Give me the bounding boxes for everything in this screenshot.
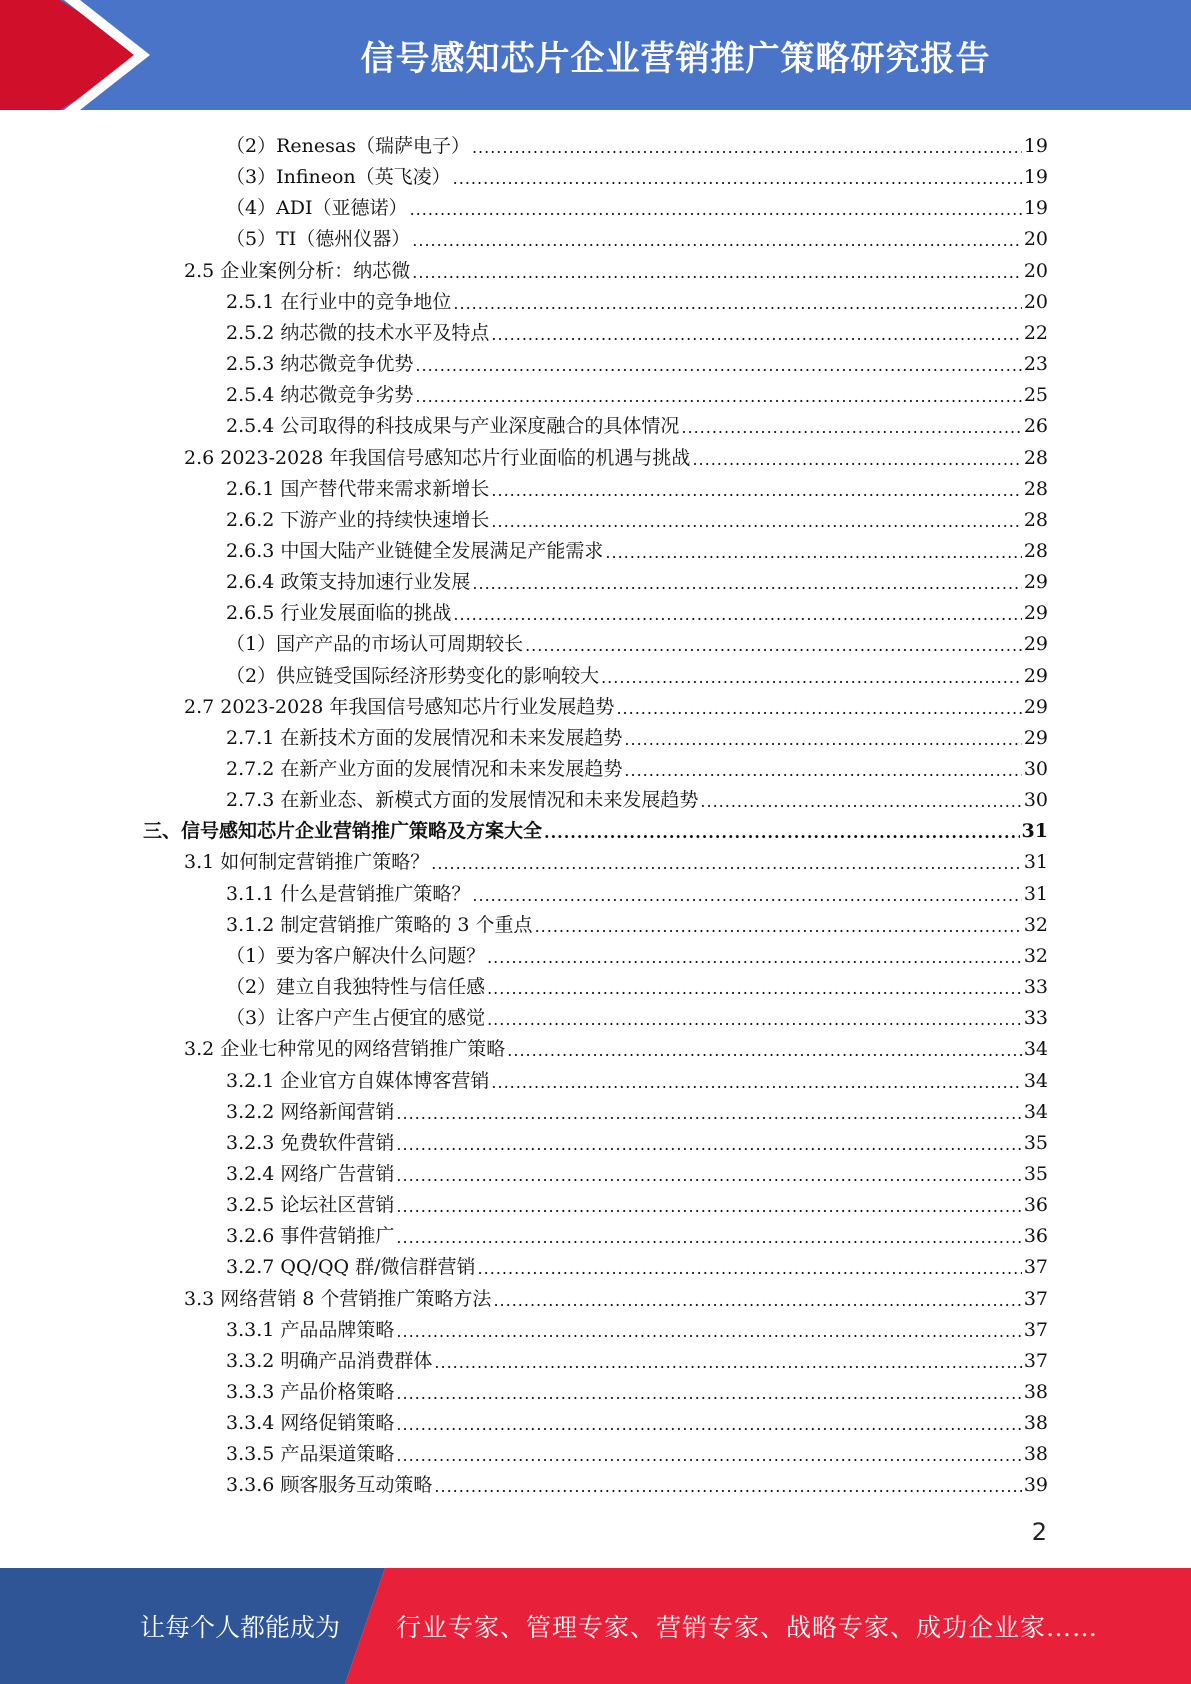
page-header bbox=[0, 0, 1191, 110]
toc-entry[interactable] bbox=[226, 470, 1048, 501]
toc-entry-page: 23 bbox=[1023, 353, 1048, 375]
toc-entry-page: 22 bbox=[1023, 322, 1048, 344]
toc-entry-page: 36 bbox=[1023, 1225, 1048, 1247]
toc-leader-dots bbox=[412, 259, 1022, 283]
toc-entry-page: 36 bbox=[1023, 1194, 1048, 1216]
toc-leader-dots bbox=[453, 290, 1021, 314]
toc-leader-dots bbox=[396, 1100, 1021, 1124]
toc-entry-page: 29 bbox=[1023, 571, 1048, 593]
toc-entry[interactable] bbox=[226, 999, 1048, 1030]
toc-entry-page: 32 bbox=[1023, 945, 1048, 967]
toc-leader-dots bbox=[472, 570, 1021, 594]
toc-entry-page: 35 bbox=[1023, 1132, 1048, 1154]
toc-entry-page: 31 bbox=[1023, 883, 1048, 905]
footer-slogan-left: 让每个人都能成为 bbox=[140, 1613, 341, 1642]
toc-leader-dots bbox=[535, 913, 1022, 937]
toc-entry[interactable] bbox=[226, 625, 1048, 656]
toc-leader-dots bbox=[491, 477, 1021, 501]
toc-leader-dots bbox=[453, 601, 1021, 625]
toc-entry[interactable] bbox=[226, 532, 1048, 563]
toc-entry-title: 3.2.1 企业官方自媒体博客营销 bbox=[226, 1070, 490, 1092]
toc-entry[interactable] bbox=[226, 781, 1048, 812]
toc-entry[interactable] bbox=[226, 1466, 1048, 1497]
toc-entry-title: （1）国产产品的市场认可周期较长 bbox=[226, 633, 524, 655]
toc-leader-dots bbox=[525, 632, 1022, 656]
toc-leader-dots bbox=[487, 1006, 1022, 1030]
page-footer bbox=[0, 1568, 1191, 1684]
report-title: 信号感知芯片企业营销推广策略研究报告 bbox=[360, 38, 991, 79]
toc-entry[interactable] bbox=[226, 1093, 1048, 1124]
toc-entry-page: 19 bbox=[1023, 197, 1048, 219]
toc-entry[interactable] bbox=[226, 1186, 1048, 1217]
toc-entry[interactable] bbox=[226, 501, 1048, 532]
toc-entry[interactable] bbox=[226, 345, 1048, 376]
toc-entry[interactable] bbox=[226, 657, 1048, 688]
toc-entry-title: 2.6.5 行业发展面临的挑战 bbox=[226, 602, 452, 624]
toc-entry-page: 34 bbox=[1023, 1101, 1048, 1123]
toc-leader-dots bbox=[491, 508, 1021, 532]
toc-entry-title: （2）建立自我独特性与信任感 bbox=[226, 976, 486, 998]
toc-entry-title: 3.2.3 免费软件营销 bbox=[226, 1132, 395, 1154]
toc-leader-dots bbox=[410, 196, 1022, 220]
toc-entry[interactable] bbox=[226, 220, 1048, 251]
toc-leader-dots bbox=[491, 321, 1021, 345]
toc-entry-title: 2.5.2 纳芯微的技术水平及特点 bbox=[226, 322, 490, 344]
toc-entry-title: 2.5.1 在行业中的竞争地位 bbox=[226, 291, 452, 313]
toc-entry-page: 20 bbox=[1023, 228, 1048, 250]
toc-leader-dots bbox=[434, 1473, 1021, 1497]
toc-entry-page: 29 bbox=[1023, 727, 1048, 749]
toc-entry-title: 3.3.6 顾客服务互动策略 bbox=[226, 1474, 433, 1496]
toc-leader-dots bbox=[396, 1162, 1021, 1186]
toc-entry-title: 2.7.3 在新业态、新模式方面的发展情况和未来发展趋势 bbox=[226, 789, 699, 811]
toc-entry-title: （4）ADI（亚德诺） bbox=[226, 197, 408, 219]
toc-leader-dots bbox=[396, 1411, 1021, 1435]
toc-entry-page: 28 bbox=[1023, 540, 1048, 562]
toc-entry[interactable] bbox=[226, 563, 1048, 594]
toc-leader-dots bbox=[472, 882, 1021, 906]
toc-entry-title: 3.2.4 网络广告营销 bbox=[226, 1163, 395, 1185]
toc-entry-title: 3.3.5 产品渠道策略 bbox=[226, 1443, 395, 1465]
toc-entry-page: 30 bbox=[1023, 758, 1048, 780]
toc-entry-page: 37 bbox=[1023, 1256, 1048, 1278]
toc-entry[interactable] bbox=[226, 1155, 1048, 1186]
toc-entry[interactable] bbox=[226, 937, 1048, 968]
toc-leader-dots bbox=[396, 1380, 1021, 1404]
toc-entry-title: 3.1.1 什么是营销推广策略？ bbox=[226, 883, 471, 905]
toc-entry-page: 38 bbox=[1023, 1381, 1048, 1403]
toc-leader-dots bbox=[396, 1224, 1021, 1248]
toc-entry-title: 2.5.4 纳芯微竞争劣势 bbox=[226, 384, 414, 406]
toc-leader-dots bbox=[396, 1131, 1021, 1155]
toc-entry-page: 31 bbox=[1021, 820, 1048, 842]
toc-entry-page: 37 bbox=[1023, 1288, 1048, 1310]
toc-entry-title: 3.2.5 论坛社区营销 bbox=[226, 1194, 395, 1216]
toc-leader-dots bbox=[507, 1037, 1022, 1061]
toc-entry[interactable] bbox=[226, 906, 1048, 937]
toc-entry-title: 2.6.3 中国大陆产业链健全发展满足产能需求 bbox=[226, 540, 604, 562]
toc-entry-title: 2.7.2 在新产业方面的发展情况和未来发展趋势 bbox=[226, 758, 623, 780]
toc-entry[interactable] bbox=[226, 1248, 1048, 1279]
toc-entry-title: （5）TI（德州仪器） bbox=[226, 228, 411, 250]
toc-entry-page: 32 bbox=[1023, 914, 1048, 936]
toc-entry[interactable] bbox=[226, 594, 1048, 625]
toc-entry-page: 20 bbox=[1023, 291, 1048, 313]
toc-entry-page: 37 bbox=[1023, 1350, 1048, 1372]
toc-entry-title: 3.1.2 制定营销推广策略的 3 个重点 bbox=[226, 914, 533, 936]
toc-leader-dots bbox=[681, 414, 1021, 438]
toc-entry-title: 2.6.1 国产替代带来需求新增长 bbox=[226, 478, 490, 500]
toc-entry[interactable] bbox=[226, 1435, 1048, 1466]
toc-entry[interactable] bbox=[226, 1311, 1048, 1342]
toc-entry-page: 29 bbox=[1023, 665, 1048, 687]
toc-entry-page: 38 bbox=[1023, 1412, 1048, 1434]
toc-entry-page: 31 bbox=[1023, 851, 1048, 873]
toc-entry-title: 3.2.2 网络新闻营销 bbox=[226, 1101, 395, 1123]
toc-entry-title: 3.3.1 产品品牌策略 bbox=[226, 1319, 395, 1341]
toc-entry[interactable] bbox=[226, 875, 1048, 906]
toc-entry-title: 3.2.6 事件营销推广 bbox=[226, 1225, 395, 1247]
toc-entry-page: 25 bbox=[1023, 384, 1048, 406]
toc-entry-page: 28 bbox=[1023, 478, 1048, 500]
toc-entry-page: 33 bbox=[1023, 976, 1048, 998]
toc-leader-dots bbox=[605, 539, 1021, 563]
toc-entry[interactable] bbox=[226, 1124, 1048, 1155]
toc-entry[interactable] bbox=[226, 750, 1048, 781]
toc-entry-title: 3.3.3 产品价格策略 bbox=[226, 1381, 395, 1403]
toc-entry-title: 2.5 企业案例分析：纳芯微 bbox=[184, 260, 411, 282]
toc-entry-title: 2.7 2023-2028 年我国信号感知芯片行业发展趋势 bbox=[184, 696, 615, 718]
toc-leader-dots bbox=[624, 726, 1021, 750]
toc-entry-page: 34 bbox=[1023, 1038, 1048, 1060]
toc-entry-page: 34 bbox=[1023, 1070, 1048, 1092]
toc-leader-dots bbox=[624, 757, 1021, 781]
toc-entry-page: 28 bbox=[1023, 509, 1048, 531]
toc-leader-dots bbox=[396, 1318, 1021, 1342]
toc-entry-page: 35 bbox=[1023, 1163, 1048, 1185]
toc-entry[interactable] bbox=[184, 1030, 1048, 1061]
toc-entry-title: （1）要为客户解决什么问题？ bbox=[226, 945, 486, 967]
toc-leader-dots bbox=[491, 1069, 1021, 1093]
toc-leader-dots bbox=[415, 383, 1021, 407]
toc-entry[interactable] bbox=[184, 843, 1048, 874]
toc-leader-dots bbox=[478, 1255, 1022, 1279]
toc-entry-title: 3.3.4 网络促销策略 bbox=[226, 1412, 395, 1434]
toc-leader-dots bbox=[415, 352, 1021, 376]
toc-entry-page: 20 bbox=[1023, 260, 1048, 282]
toc-entry-title: 2.6 2023-2028 年我国信号感知芯片行业面临的机遇与挑战 bbox=[184, 447, 691, 469]
toc-entry-page: 19 bbox=[1023, 166, 1048, 188]
toc-entry[interactable] bbox=[226, 127, 1048, 158]
toc-entry-title: 三、信号感知芯片企业营销推广策略及方案大全 bbox=[143, 820, 543, 842]
toc-leader-dots bbox=[412, 227, 1022, 251]
toc-entry-page: 29 bbox=[1023, 633, 1048, 655]
toc-entry-title: 3.3 网络营销 8 个营销推广策略方法 bbox=[184, 1288, 492, 1310]
toc-entry[interactable] bbox=[226, 407, 1048, 438]
toc-entry-title: 2.6.2 下游产业的持续快速增长 bbox=[226, 509, 490, 531]
toc-entry-title: 3.1 如何制定营销推广策略？ bbox=[184, 851, 430, 873]
toc-leader-dots bbox=[431, 850, 1022, 874]
toc-leader-dots bbox=[396, 1193, 1021, 1217]
toc-entry[interactable] bbox=[226, 1062, 1048, 1093]
toc-leader-dots bbox=[493, 1287, 1021, 1311]
toc-leader-dots bbox=[487, 975, 1022, 999]
toc-leader-dots bbox=[472, 134, 1022, 158]
toc-entry-page: 37 bbox=[1023, 1319, 1048, 1341]
toc-entry-page: 33 bbox=[1023, 1007, 1048, 1029]
toc-entry-title: （3）让客户产生占便宜的感觉 bbox=[226, 1007, 486, 1029]
toc-entry[interactable] bbox=[184, 252, 1048, 283]
toc-entry[interactable] bbox=[184, 1280, 1048, 1311]
toc-entry-title: 2.7.1 在新技术方面的发展情况和未来发展趋势 bbox=[226, 727, 623, 749]
toc-entry-title: 3.3.2 明确产品消费群体 bbox=[226, 1350, 433, 1372]
toc-entry-page: 29 bbox=[1023, 602, 1048, 624]
toc-entry[interactable] bbox=[226, 1404, 1048, 1435]
toc-leader-dots bbox=[544, 819, 1020, 843]
toc-entry-title: 3.2.7 QQ/QQ 群/微信群营销 bbox=[226, 1256, 476, 1278]
toc-entry[interactable] bbox=[226, 283, 1048, 314]
toc-leader-dots bbox=[601, 664, 1022, 688]
toc-entry-page: 29 bbox=[1023, 696, 1048, 718]
page-number: 2 bbox=[1031, 1518, 1047, 1546]
toc-leader-dots bbox=[453, 165, 1022, 189]
toc-entry-page: 28 bbox=[1023, 447, 1048, 469]
toc-entry[interactable] bbox=[226, 314, 1048, 345]
toc-leader-dots bbox=[700, 788, 1021, 812]
toc-leader-dots bbox=[434, 1349, 1021, 1373]
toc-entry[interactable] bbox=[226, 1217, 1048, 1248]
toc-entry-title: 2.5.4 公司取得的科技成果与产业深度融合的具体情况 bbox=[226, 415, 680, 437]
toc-entry[interactable] bbox=[226, 158, 1048, 189]
toc-entry-page: 39 bbox=[1023, 1474, 1048, 1496]
toc-entry[interactable] bbox=[226, 189, 1048, 220]
toc-leader-dots bbox=[396, 1442, 1021, 1466]
toc-entry-title: 2.6.4 政策支持加速行业发展 bbox=[226, 571, 471, 593]
toc-entry[interactable] bbox=[184, 688, 1048, 719]
toc-entry[interactable] bbox=[226, 376, 1048, 407]
toc-leader-dots bbox=[616, 695, 1021, 719]
toc-leader-dots bbox=[487, 944, 1022, 968]
toc-entry-page: 19 bbox=[1023, 135, 1048, 157]
toc-leader-dots bbox=[692, 446, 1021, 470]
toc-entry[interactable] bbox=[184, 439, 1048, 470]
toc-entry-title: 3.2 企业七种常见的网络营销推广策略 bbox=[184, 1038, 506, 1060]
toc-entry[interactable] bbox=[226, 719, 1048, 750]
toc-entry-title: （3）Infineon（英飞凌） bbox=[226, 166, 451, 188]
toc-entry-title: （2）Renesas（瑞萨电子） bbox=[226, 135, 470, 157]
toc-entry[interactable] bbox=[226, 1373, 1048, 1404]
toc-entry-page: 30 bbox=[1023, 789, 1048, 811]
toc-entry[interactable] bbox=[226, 968, 1048, 999]
toc-entry-title: （2）供应链受国际经济形势变化的影响较大 bbox=[226, 665, 600, 687]
toc-entry-page: 38 bbox=[1023, 1443, 1048, 1465]
footer-slogan-right: 行业专家、管理专家、营销专家、战略专家、成功企业家…… bbox=[396, 1613, 1099, 1642]
toc-entry[interactable] bbox=[143, 812, 1048, 843]
toc-entry[interactable] bbox=[226, 1342, 1048, 1373]
toc-entry-title: 2.5.3 纳芯微竞争优势 bbox=[226, 353, 414, 375]
toc-entry-page: 26 bbox=[1023, 415, 1048, 437]
